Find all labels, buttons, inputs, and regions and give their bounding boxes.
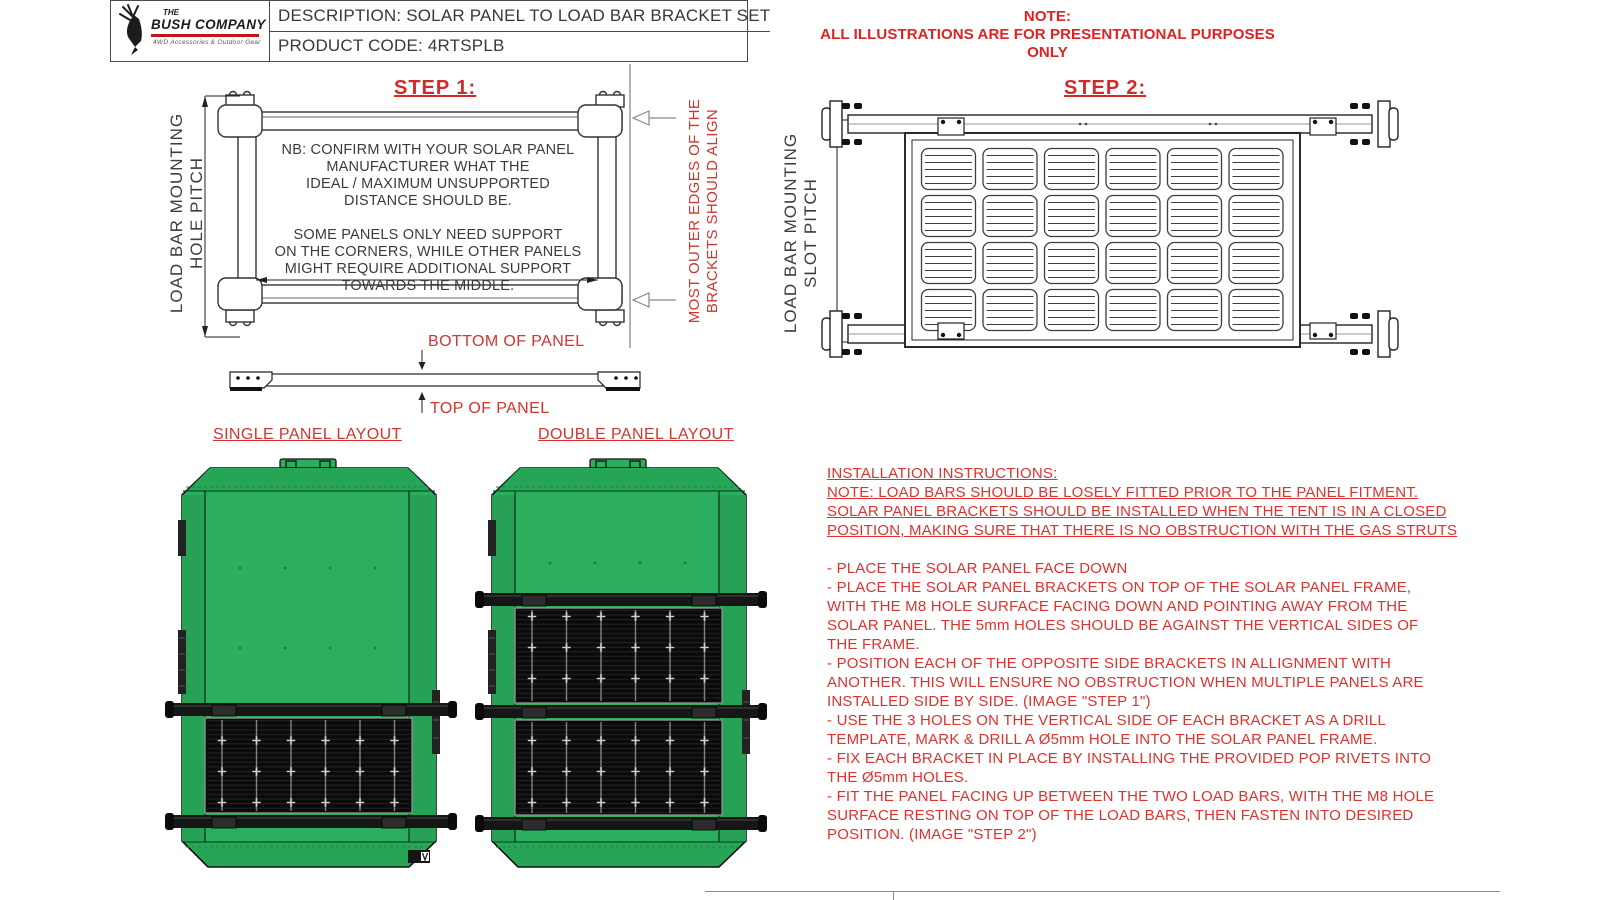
instructions-step-line: ANOTHER. THIS WILL ENSURE NO OBSTRUCTION WHEN MULTIPLE PANELS ARE	[827, 674, 1424, 691]
installation-instructions	[827, 464, 1467, 844]
step1-dim-label: LOAD BAR MOUNTING HOLE PITCH	[167, 112, 206, 314]
step2-dim-label: LOAD BAR MOUNTING SLOT PITCH	[781, 132, 820, 334]
bracket-tab-bottom-left	[226, 310, 254, 326]
instructions-step-line: - USE THE 3 HOLES ON THE VERTICAL SIDE OF EACH BRACKET AS A DRILL	[827, 712, 1386, 729]
tent-solar-panel-lower	[515, 720, 722, 815]
nb-line: ON THE CORNERS, WHILE OTHER PANELS	[274, 244, 582, 260]
product-code-label: PRODUCT CODE: 4RTSPLB	[278, 36, 505, 56]
step2-title: STEP 2:	[1064, 77, 1147, 99]
instructions-step-line: - PLACE THE SOLAR PANEL BRACKETS ON TOP OF THE SOLAR PANEL FRAME,	[827, 579, 1412, 596]
instructions-step-line: INSTALLED SIDE BY SIDE. (IMAGE "STEP 1")	[827, 693, 1151, 710]
single-panel-tent	[178, 458, 444, 874]
nb-line: IDEAL / MAXIMUM UNSUPPORTED	[306, 176, 550, 192]
top-of-panel-label: TOP OF PANEL	[430, 400, 550, 417]
instructions-step-line: - POSITION EACH OF THE OPPOSITE SIDE BRACKETS IN ALLIGNMENT WITH	[827, 655, 1391, 672]
bottom-of-panel-label: BOTTOM OF PANEL	[428, 333, 585, 350]
instructions-step-line: THE FRAME.	[827, 636, 920, 653]
nb-line: NB: CONFIRM WITH YOUR SOLAR PANEL	[281, 142, 575, 158]
bracket-tab-bottom-right	[596, 310, 624, 326]
instructions-step-line: POSITION. (IMAGE "STEP 2")	[827, 826, 1037, 843]
logo-tagline: 4WD Accessories & Outdoor Gear	[153, 39, 261, 46]
instructions-step-line: WITH THE M8 HOLE SURFACE FACING DOWN AND POINTING AWAY FROM THE	[827, 598, 1408, 615]
tent-solar-panel	[205, 718, 412, 813]
company-logo	[111, 1, 270, 61]
step1-align-label: MOST OUTER EDGES OF THE BRACKETS SHOULD ALIGN	[686, 98, 721, 324]
instructions-step-line: - FIT THE PANEL FACING UP BETWEEN THE TWO LOAD BARS, WITH THE M8 HOLE	[827, 788, 1435, 805]
nb-line: TOWARDS THE MIDDLE.	[341, 278, 515, 294]
presentation-note-text: ALL ILLUSTRATIONS ARE FOR PRESENTATIONAL PURPOSES ONLY	[820, 26, 1275, 61]
dimension-slot-pitch	[830, 120, 856, 342]
instructions-step-line: - PLACE THE SOLAR PANEL FACE DOWN	[827, 560, 1128, 577]
instructions-step-line: TEMPLATE, MARK & DRILL A Ø5mm HOLE INTO THE SOLAR PANEL FRAME.	[827, 731, 1378, 748]
bottom-table-divider	[893, 891, 894, 900]
instructions-step-line: THE Ø5mm HOLES.	[827, 769, 969, 786]
logo-the: THE	[163, 8, 179, 17]
instructions-step-line: SOLAR PANEL. THE 5mm HOLES SHOULD BE AGAINST THE VERTICAL SIDES OF	[827, 617, 1419, 634]
tent-load-bar-top	[475, 591, 767, 608]
double-panel-tent	[488, 458, 754, 874]
nb-line: MIGHT REQUIRE ADDITIONAL SUPPORT	[284, 261, 572, 277]
instructions-note-line: SOLAR PANEL BRACKETS SHOULD BE INSTALLED WHEN THE TENT IS IN A CLOSED	[827, 503, 1447, 520]
nb-line: MANUFACTURER WHAT THE	[326, 159, 530, 175]
step1-title: STEP 1:	[394, 77, 477, 99]
tent-load-bar-middle	[475, 703, 767, 720]
nb-note-block	[258, 142, 598, 295]
instructions-note-line: POSITION, MAKING SURE THAT THERE IS NO OBSTRUCTION WITH THE GAS STRUTS	[827, 522, 1458, 539]
instructions-heading: INSTALLATION INSTRUCTIONS:	[827, 465, 1058, 482]
tent-solar-panel-upper	[515, 608, 722, 703]
align-arrows	[633, 111, 676, 307]
step2-diagram	[780, 70, 1400, 390]
presentation-note-title: NOTE:	[1023, 8, 1072, 25]
tent-load-bar-upper	[165, 701, 457, 718]
instructions-note-line: NOTE: LOAD BARS SHOULD BE LOSELY FITTED PRIOR TO THE PANEL FITMENT.	[827, 484, 1419, 501]
solar-panel-top-view	[905, 133, 1300, 347]
nb-line: DISTANCE SHOULD BE.	[344, 193, 512, 209]
tent-load-bar-lower	[165, 813, 457, 830]
bottom-table-border	[705, 891, 1500, 892]
load-bar-side-view	[230, 372, 640, 391]
tent-load-bar-bottom	[475, 815, 767, 832]
logo-red-underline	[151, 34, 259, 37]
double-panel-layout-label: DOUBLE PANEL LAYOUT	[538, 426, 734, 443]
title-block	[110, 0, 771, 62]
description-label: DESCRIPTION: SOLAR PANEL TO LOAD BAR BRACKET SET	[270, 1, 770, 32]
logo-name: BUSH COMPANY	[151, 17, 266, 32]
tent-badge	[408, 850, 430, 863]
instructions-step-line: SURFACE RESTING ON TOP OF THE LOAD BARS, THEN FASTEN INTO DESIRED	[827, 807, 1414, 824]
single-panel-layout-label: SINGLE PANEL LAYOUT	[213, 426, 402, 443]
instructions-step-line: - FIX EACH BRACKET IN PLACE BY INSTALLING THE PROVIDED POP RIVETS INTO	[827, 750, 1432, 767]
presentation-note	[815, 8, 1280, 62]
nb-line: SOME PANELS ONLY NEED SUPPORT	[293, 227, 563, 243]
